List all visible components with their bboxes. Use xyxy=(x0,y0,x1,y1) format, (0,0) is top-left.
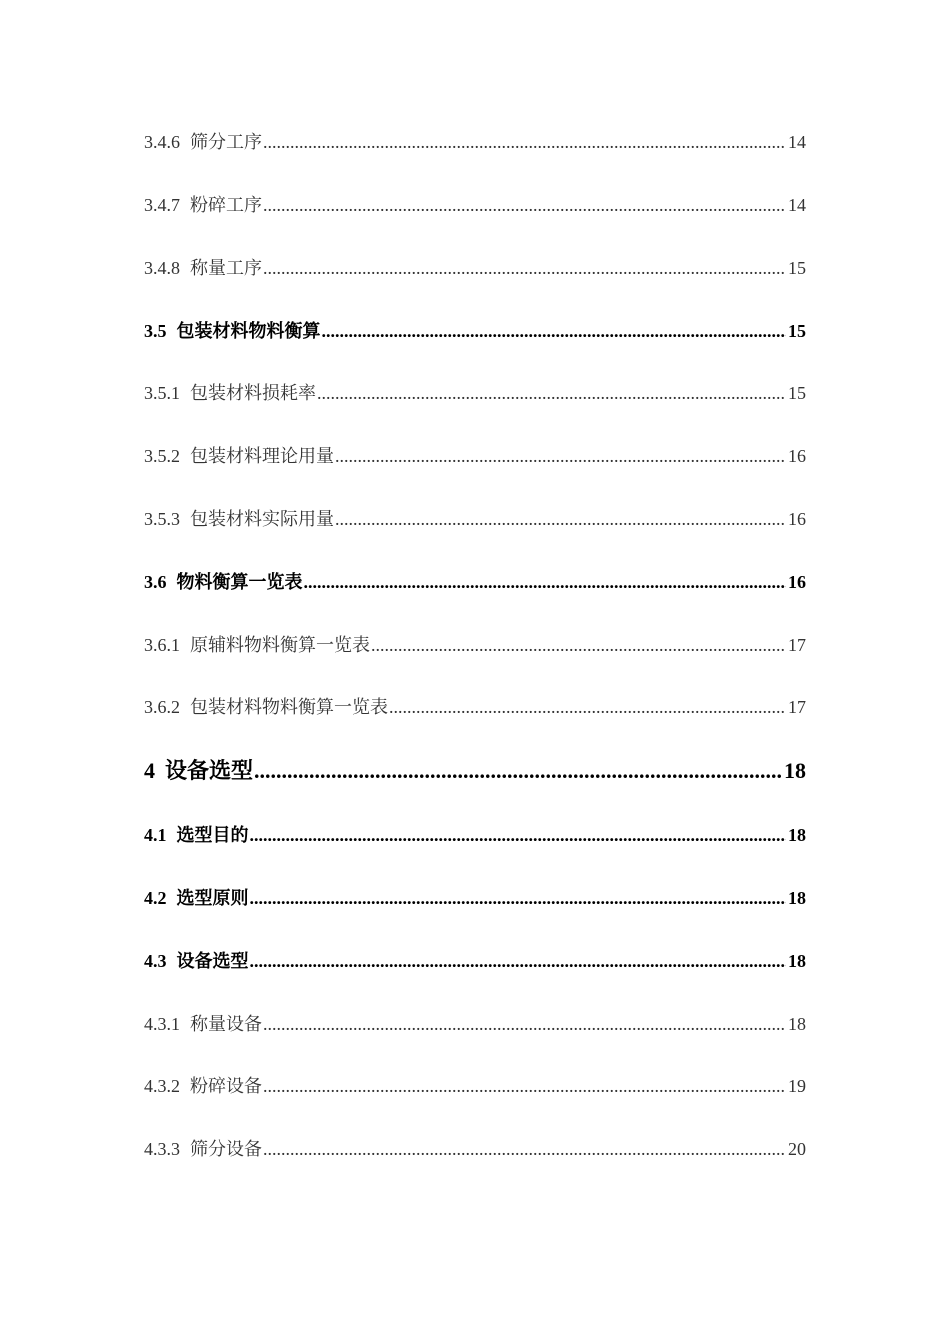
toc-entry-page: 16 xyxy=(788,572,806,592)
toc-entry-title: 设备选型 xyxy=(176,951,249,971)
toc-dot-leader xyxy=(317,383,786,404)
toc-entry-number: 4.1 xyxy=(144,825,167,845)
toc-dot-leader xyxy=(250,888,787,909)
toc-entry-title: 粉碎工序 xyxy=(190,195,262,215)
toc-entry[interactable] xyxy=(144,821,806,847)
toc-entry-title: 筛分工序 xyxy=(190,132,262,152)
toc-entry-number: 3.5.1 xyxy=(144,383,180,403)
toc-entry-number: 3.6.1 xyxy=(144,635,180,655)
toc-entry-title: 设备选型 xyxy=(165,758,254,783)
toc-entry-page: 16 xyxy=(788,446,806,466)
toc-entry-title: 称量设备 xyxy=(190,1014,262,1034)
toc-entry-number: 3.4.6 xyxy=(144,132,180,152)
toc-entry[interactable] xyxy=(144,754,806,785)
toc-dot-leader xyxy=(335,509,786,530)
toc-entry[interactable] xyxy=(144,442,806,468)
toc-entry-number: 4.2 xyxy=(144,888,167,908)
toc-entry-title: 选型原则 xyxy=(176,888,249,908)
toc-entry[interactable] xyxy=(144,128,806,154)
toc-entry-page: 16 xyxy=(788,509,806,529)
toc-dot-leader xyxy=(263,132,786,153)
toc-entry-page: 17 xyxy=(788,697,806,717)
toc-entry-number: 4.3.1 xyxy=(144,1014,180,1034)
toc-entry-number: 4.3 xyxy=(144,951,167,971)
toc-entry[interactable] xyxy=(144,505,806,531)
toc-entry[interactable] xyxy=(144,631,806,657)
toc-entry-page: 20 xyxy=(788,1139,806,1159)
toc-entry-title: 包装材料物料衡算一览表 xyxy=(190,697,388,717)
toc-entry-page: 18 xyxy=(784,758,806,783)
toc-entry-number: 3.5 xyxy=(144,321,167,341)
toc-entry-number: 3.4.7 xyxy=(144,195,180,215)
toc-entry-title: 选型目的 xyxy=(176,825,249,845)
toc-dot-leader xyxy=(263,258,786,279)
toc-entry-number: 3.6 xyxy=(144,572,167,592)
toc-entry[interactable] xyxy=(144,191,806,217)
toc-dot-leader xyxy=(335,446,786,467)
toc-entry[interactable] xyxy=(144,568,806,594)
toc-entry[interactable] xyxy=(144,1010,806,1036)
toc-entry[interactable] xyxy=(144,1135,806,1161)
toc-entry-title: 包装材料损耗率 xyxy=(190,383,316,403)
toc-entry-number: 4.3.3 xyxy=(144,1139,180,1159)
toc-entry-number: 4.3.2 xyxy=(144,1076,180,1096)
toc-dot-leader xyxy=(263,195,786,216)
toc-entry-number: 3.5.2 xyxy=(144,446,180,466)
toc-entry-page: 18 xyxy=(788,888,806,908)
toc-entry[interactable] xyxy=(144,254,806,280)
toc-entry-page: 18 xyxy=(788,951,806,971)
toc-dot-leader xyxy=(254,758,782,784)
toc-entry-number: 3.4.8 xyxy=(144,258,180,278)
toc-dot-leader xyxy=(371,635,786,656)
toc-entry-title: 粉碎设备 xyxy=(190,1076,262,1096)
toc-dot-leader xyxy=(263,1014,786,1035)
toc-dot-leader xyxy=(250,951,787,972)
toc-entry-page: 18 xyxy=(788,1014,806,1034)
toc-entry-page: 18 xyxy=(788,825,806,845)
toc-entry[interactable] xyxy=(144,884,806,910)
toc-entry[interactable] xyxy=(144,693,806,719)
toc-entry[interactable] xyxy=(144,1072,806,1098)
toc-entry-page: 17 xyxy=(788,635,806,655)
toc-entry-title: 包装材料实际用量 xyxy=(190,509,334,529)
toc-dot-leader xyxy=(250,825,787,846)
toc-entry-title: 筛分设备 xyxy=(190,1139,262,1159)
toc-entry-title: 原辅料物料衡算一览表 xyxy=(190,635,370,655)
toc-entry[interactable] xyxy=(144,947,806,973)
toc-dot-leader xyxy=(263,1076,786,1097)
toc-dot-leader xyxy=(389,697,786,718)
toc-entry-page: 15 xyxy=(788,258,806,278)
toc-entry-page: 15 xyxy=(788,321,806,341)
toc-entry-title: 物料衡算一览表 xyxy=(176,572,303,592)
toc-entry-page: 14 xyxy=(788,195,806,215)
toc-entry-page: 19 xyxy=(788,1076,806,1096)
toc-dot-leader xyxy=(263,1139,786,1160)
toc-entry-number: 4 xyxy=(144,758,155,783)
toc-entry[interactable] xyxy=(144,379,806,405)
toc-dot-leader xyxy=(304,572,787,593)
toc-entry-title: 包装材料物料衡算 xyxy=(176,321,321,341)
toc-entry-page: 15 xyxy=(788,383,806,403)
toc-entry-number: 3.6.2 xyxy=(144,697,180,717)
toc-entry-number: 3.5.3 xyxy=(144,509,180,529)
toc-entry-title: 称量工序 xyxy=(190,258,262,278)
toc-entry-page: 14 xyxy=(788,132,806,152)
toc-dot-leader xyxy=(322,321,787,342)
toc-entry[interactable] xyxy=(144,317,806,343)
toc-entry-title: 包装材料理论用量 xyxy=(190,446,334,466)
